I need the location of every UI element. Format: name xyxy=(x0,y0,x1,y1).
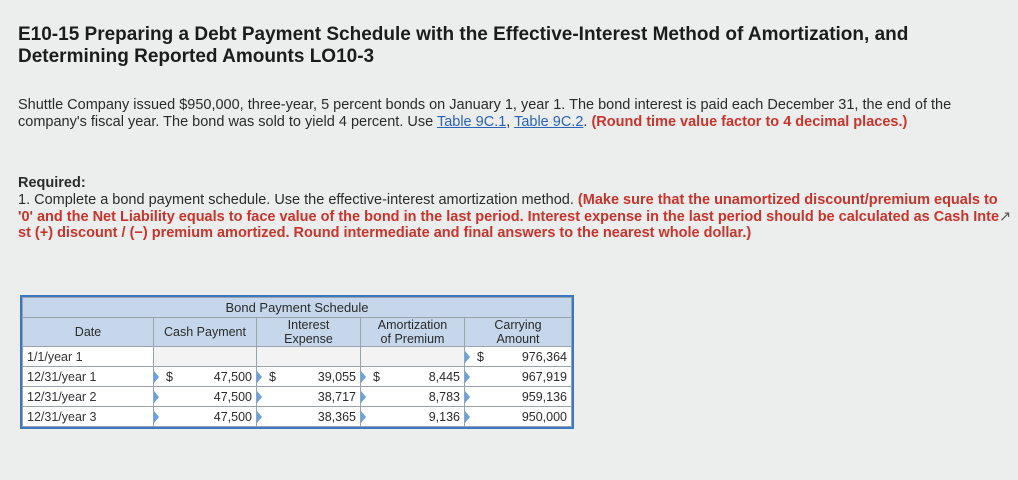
cell-value: 8,783 xyxy=(428,389,460,404)
header-interest-line2: Expense xyxy=(284,332,333,346)
cash-payment-input[interactable] xyxy=(154,407,257,427)
table-row xyxy=(23,407,572,427)
header-amort-line1: Amortization xyxy=(377,318,448,332)
cell-value: 47,500 xyxy=(213,389,252,404)
amortization-input[interactable] xyxy=(361,407,465,427)
header-date: Date xyxy=(23,318,154,347)
header-carry-line2: Amount xyxy=(496,332,540,346)
input-marker-icon xyxy=(257,391,262,403)
carrying-amount-input[interactable] xyxy=(465,347,572,367)
table-row xyxy=(23,367,572,387)
bond-payment-schedule xyxy=(22,297,572,427)
intro-after: . xyxy=(583,113,592,130)
amortization-input[interactable] xyxy=(361,367,465,387)
interest-expense-input[interactable] xyxy=(257,367,361,387)
schedule-caption: Bond Payment Schedule xyxy=(23,298,572,318)
row-date: 12/31/year 1 xyxy=(23,367,154,387)
interest-expense-input[interactable] xyxy=(257,407,361,427)
table-row xyxy=(23,387,572,407)
cell-value: 9,136 xyxy=(428,409,460,424)
carrying-amount-input[interactable] xyxy=(465,367,572,387)
amortization-input[interactable] xyxy=(361,387,465,407)
title-line-1: E10-15 Preparing a Debt Payment Schedule with the Effective-Interest Method of Amortization, and xyxy=(18,24,909,45)
link-separator: , xyxy=(506,113,515,130)
cell-value: 967,919 xyxy=(521,369,567,384)
cell-value: 39,055 xyxy=(317,369,356,384)
cell-value: 950,000 xyxy=(521,409,567,424)
header-carrying-amount xyxy=(465,318,572,347)
input-marker-icon xyxy=(257,411,262,423)
required-text xyxy=(18,192,1013,242)
required-instruction-a: (Make sure that the unamortized discount/premium equals to '0' and the Net Liability equals to face value of the bond in the last period. Interest expense in the last period should be calculated as Cash Inte xyxy=(18,192,1000,225)
table-9c1-link[interactable]: Table 9C.1 xyxy=(436,113,507,130)
input-marker-icon xyxy=(361,371,366,383)
input-marker-icon xyxy=(154,411,159,423)
row-date: 12/31/year 2 xyxy=(23,387,154,407)
title-line-2: Determining Reported Amounts LO10-3 xyxy=(18,46,375,67)
input-marker-icon xyxy=(465,371,470,383)
problem-title xyxy=(18,24,998,68)
cell-value: 47,500 xyxy=(213,369,252,384)
required-label: Required: xyxy=(18,175,86,191)
mouse-cursor-icon: ↗ xyxy=(999,208,1012,225)
row-date: 1/1/year 1 xyxy=(23,347,154,367)
dollar-sign: $ xyxy=(373,370,380,384)
input-marker-icon xyxy=(465,351,470,363)
cell-value: 976,364 xyxy=(521,349,567,364)
problem-intro xyxy=(18,97,1008,130)
table-9c2-link[interactable]: Table 9C.2 xyxy=(514,113,584,130)
cell-value: 38,717 xyxy=(317,389,356,404)
cell-value: 38,365 xyxy=(317,409,356,424)
amortization-cell xyxy=(361,347,465,367)
input-marker-icon xyxy=(465,411,470,423)
carrying-amount-input[interactable] xyxy=(465,407,572,427)
cash-payment-input[interactable] xyxy=(154,367,257,387)
input-marker-icon xyxy=(154,371,159,383)
header-cash-payment: Cash Payment xyxy=(154,318,257,347)
input-marker-icon xyxy=(257,371,262,383)
interest-expense-input[interactable] xyxy=(257,387,361,407)
dollar-sign: $ xyxy=(166,370,173,384)
row-date: 12/31/year 3 xyxy=(23,407,154,427)
input-marker-icon xyxy=(361,411,366,423)
cash-payment-cell xyxy=(154,347,257,367)
header-interest-line1: Interest xyxy=(287,318,330,332)
input-marker-icon xyxy=(465,391,470,403)
interest-expense-cell xyxy=(257,347,361,367)
cell-value: 959,136 xyxy=(521,389,567,404)
required-lead: 1. Complete a bond payment schedule. Use the effective-interest amortization method. xyxy=(18,192,578,208)
rounding-note: (Round time value factor to 4 decimal places.) xyxy=(591,113,908,130)
table-row xyxy=(23,347,572,367)
required-instruction-b: st (+) discount / (−) premium amortized. Round intermediate and final answers to the nearest whole dollar.) xyxy=(18,225,752,241)
header-interest-expense xyxy=(257,318,361,347)
carrying-amount-input[interactable] xyxy=(465,387,572,407)
input-marker-icon xyxy=(361,391,366,403)
header-amort-line2: of Premium xyxy=(380,332,445,346)
intro-text: Shuttle Company issued $950,000, three-year, 5 percent bonds on January 1, year 1. The bond interest is paid each December 31, the end of the company's fiscal year. The bond was sold to yield 4 percent. Use xyxy=(18,97,952,130)
header-carry-line1: Carrying xyxy=(494,318,542,332)
cash-payment-input[interactable] xyxy=(154,387,257,407)
cell-value: 8,445 xyxy=(428,369,460,384)
dollar-sign: $ xyxy=(477,350,484,364)
cell-value: 47,500 xyxy=(213,409,252,424)
input-marker-icon xyxy=(154,391,159,403)
dollar-sign: $ xyxy=(269,370,276,384)
header-amortization xyxy=(361,318,465,347)
